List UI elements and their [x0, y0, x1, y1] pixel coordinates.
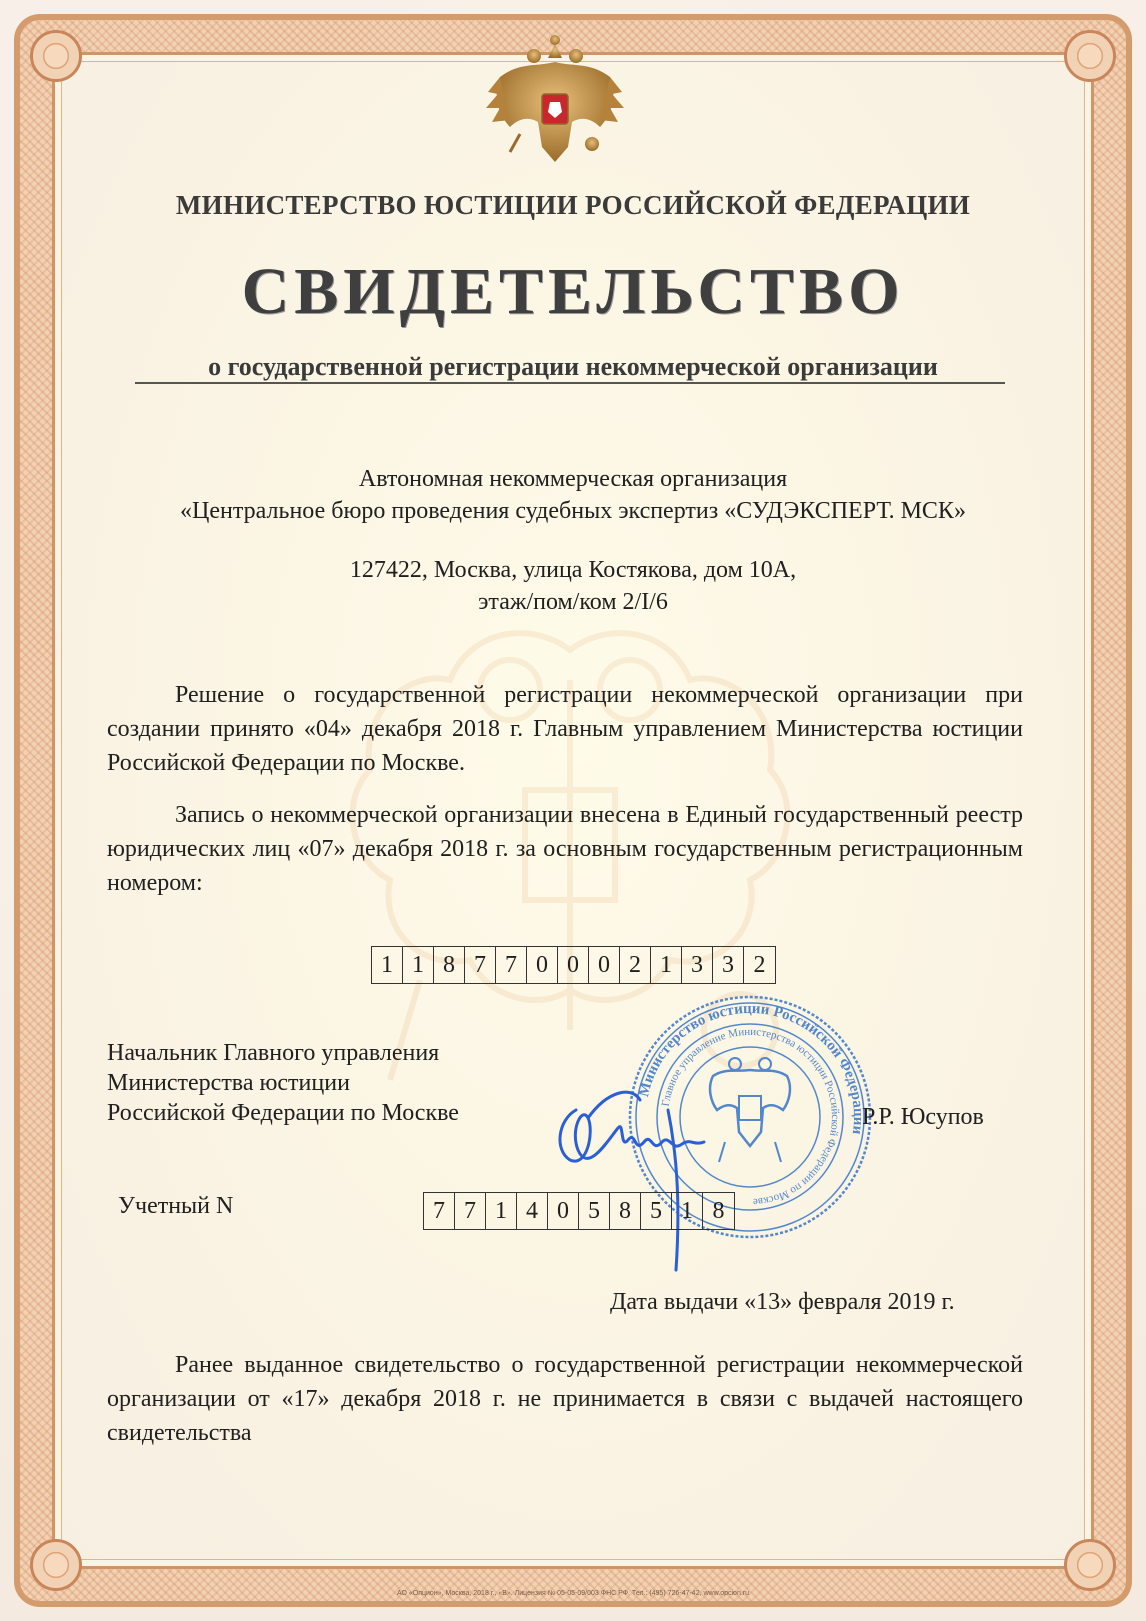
organization-address-line1: 127422, Москва, улица Костякова, дом 10А,: [349, 557, 797, 583]
ogrn-digit: 7: [465, 947, 496, 983]
decision-paragraph: [107, 678, 1023, 780]
ogrn-digit: 0: [558, 947, 589, 983]
account-digit: 7: [424, 1193, 455, 1229]
record-paragraph: [107, 798, 1023, 900]
signatory-title: [107, 1038, 459, 1128]
organization-type: Автономная некоммерческая организация: [358, 466, 788, 492]
document-title: СВИДЕТЕЛЬСТВО: [241, 255, 905, 328]
record-text: Запись о некоммерческой организации внесена в Единый государственный реестр юридических лиц «07» декабря 2018 г. за основным государственным регистрационным номером:: [107, 802, 1023, 896]
corner-ornament: [1064, 1539, 1116, 1591]
ministry-heading: МИНИСТЕРСТВО ЮСТИЦИИ РОССИЙСКОЙ ФЕДЕРАЦИИ: [175, 190, 971, 220]
corner-ornament: [30, 30, 82, 82]
stamp-outer-text: Министерство юстиции Российской Федерации: [635, 1000, 867, 1136]
ogrn-number-boxes: [371, 946, 776, 984]
signatory-title-line: Министерства юстиции: [107, 1070, 350, 1096]
signatory-name: Р.Р. Юсупов: [862, 1104, 984, 1130]
printer-footer: АО «Опцион», Москва, 2018 г., «В». Лицензия № 05-05-09/003 ФНС РФ. Тел.: (495) 726-47-42, www.opcion.ru: [396, 1590, 750, 1597]
account-digit: 5: [579, 1193, 610, 1229]
account-digit: 7: [455, 1193, 486, 1229]
note-text: Ранее выданное свидетельство о государственной регистрации некоммерческой организации от «17» декабря 2018 г. не принимается в связи с выдачей настоящего свидетельства: [107, 1352, 1023, 1446]
ogrn-digit: 2: [753, 952, 766, 978]
account-digit: 1: [486, 1193, 517, 1229]
account-digit: 5: [641, 1193, 672, 1229]
organization-name: «Центральное бюро проведения судебных экспертиз «СУДЭКСПЕРТ. МСК»: [180, 498, 966, 524]
ogrn-digit: 0: [589, 947, 620, 983]
corner-ornament: [30, 1539, 82, 1591]
account-digit: 8: [610, 1193, 641, 1229]
document-subtitle: о государственной регистрации некоммерческой организации: [208, 352, 938, 381]
organization-address-line2: этаж/пом/ком 2/I/6: [478, 589, 668, 615]
account-digit: 8: [712, 1198, 725, 1224]
ogrn-digit: 1: [403, 947, 434, 983]
corner-ornament: [1064, 30, 1116, 82]
coat-of-arms-icon: [480, 22, 630, 172]
decision-text: Решение о государственной регистрации некоммерческой организации при создании принято «04» декабря 2018 г. Главным управлением Министерства юстиции Российской Федерации по Москве.: [107, 682, 1023, 776]
ogrn-digit: 2: [620, 947, 651, 983]
ogrn-digit: 1: [651, 947, 682, 983]
handwritten-signature-icon: [548, 1070, 728, 1280]
signatory-title-line: Российской Федерации по Москве: [107, 1100, 459, 1126]
ogrn-digit: 1: [372, 947, 403, 983]
account-number-label: Учетный N: [118, 1193, 234, 1219]
ogrn-digit: 0: [527, 947, 558, 983]
stamp-inner-text: Главное управление Министерства юстиции Российской Федерации по Москве: [659, 1025, 842, 1208]
note-paragraph: [107, 1348, 1023, 1450]
ogrn-digit: 8: [434, 947, 465, 983]
ogrn-digit: 3: [682, 947, 713, 983]
account-digit: 1: [672, 1193, 703, 1229]
ogrn-digit: 3: [713, 947, 744, 983]
issue-date: Дата выдачи «13» февраля 2019 г.: [610, 1289, 955, 1315]
account-number-boxes: [423, 1192, 735, 1230]
signatory-title-line: Начальник Главного управления: [107, 1040, 440, 1066]
ogrn-digit: 7: [496, 947, 527, 983]
subtitle-underline: [135, 382, 1005, 384]
account-digit: 0: [548, 1193, 579, 1229]
account-digit: 4: [517, 1193, 548, 1229]
